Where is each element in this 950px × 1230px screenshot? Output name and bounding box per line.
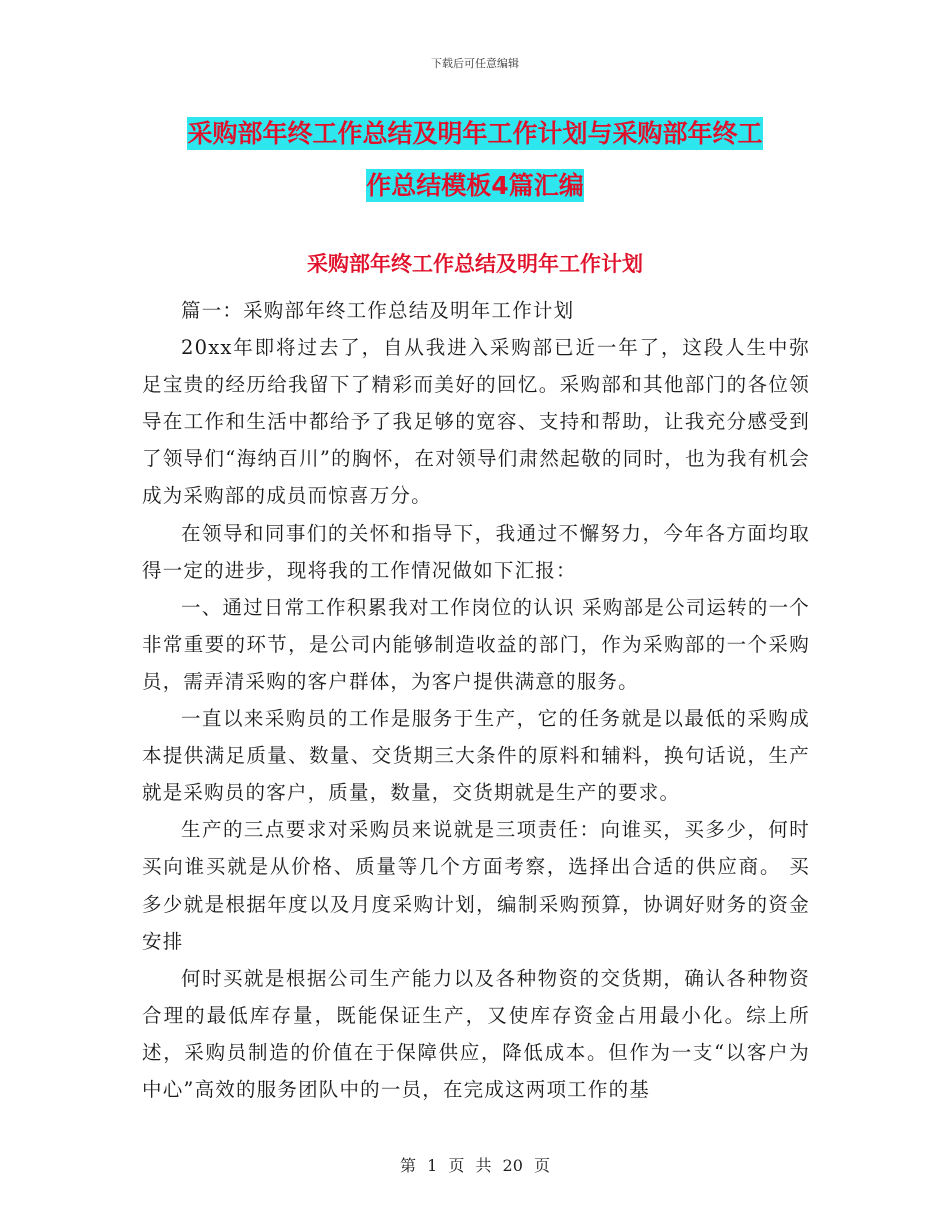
body-paragraph: 在领导和同事们的关怀和指导下，我通过不懈努力，今年各方面均取得一定的进步，现将我的工作情况做如下汇报：	[142, 521, 810, 582]
document-title-line-1: 采购部年终工作总结及明年工作计划与采购部年终工	[187, 119, 763, 148]
body-paragraph: 何时买就是根据公司生产能力以及各种物资的交货期，确认各种物资合理的最低库存量，既能保证生产，又使库存资金占用最小化。综上所述，采购员制造的价值在于保障供应，降低成本。但作为一支“以客户为中心”高效的服务团队中的一员，在完成这两项工作的基	[142, 966, 810, 1101]
page-number-footer: 第 1 页 共 20 页	[400, 1156, 550, 1175]
page-header-note: 下载后可任意编辑	[431, 57, 519, 70]
body-paragraph: 一、通过日常工作积累我对工作岗位的认识 采购部是公司运转的一个非常重要的环节，是公司内能够制造收益的部门，作为采购部的一个采购员，需弄清采购的客户群体，为客户提供满意的服务。	[142, 595, 810, 693]
document-title	[140, 108, 810, 212]
body-paragraph: 篇一：采购部年终工作总结及明年工作计划	[181, 299, 575, 322]
body-paragraph: 一直以来采购员的工作是服务于生产，它的任务就是以最低的采购成本提供满足质量、数量、交货期三大条件的原料和辅料，换句话说，生产就是采购员的客户，质量，数量，交货期就是生产的要求。	[142, 707, 810, 805]
document-title-line-2: 作总结模板4篇汇编	[366, 171, 584, 200]
section-title: 采购部年终工作总结及明年工作计划	[307, 252, 643, 276]
body-paragraph: 20xx年即将过去了，自从我进入采购部已近一年了，这段人生中弥足宝贵的经历给我留下了精彩而美好的回忆。采购部和其他部门的各位领导在工作和生活中都给予了我足够的宽容、支持和帮助，让我充分感受到了领导们“海纳百川”的胸怀，在对领导们肃然起敬的同时，也为我有机会成为采购部的成员而惊喜万分。	[142, 336, 810, 508]
body-paragraph: 生产的三点要求对采购员来说就是三项责任：向谁买，买多少，何时买向谁买就是从价格、质量等几个方面考察，选择出合适的供应商。 买多少就是根据年度以及月度采购计划，编制采购预算，协调好财务的资金安排	[142, 818, 810, 953]
document-body	[142, 292, 810, 1108]
